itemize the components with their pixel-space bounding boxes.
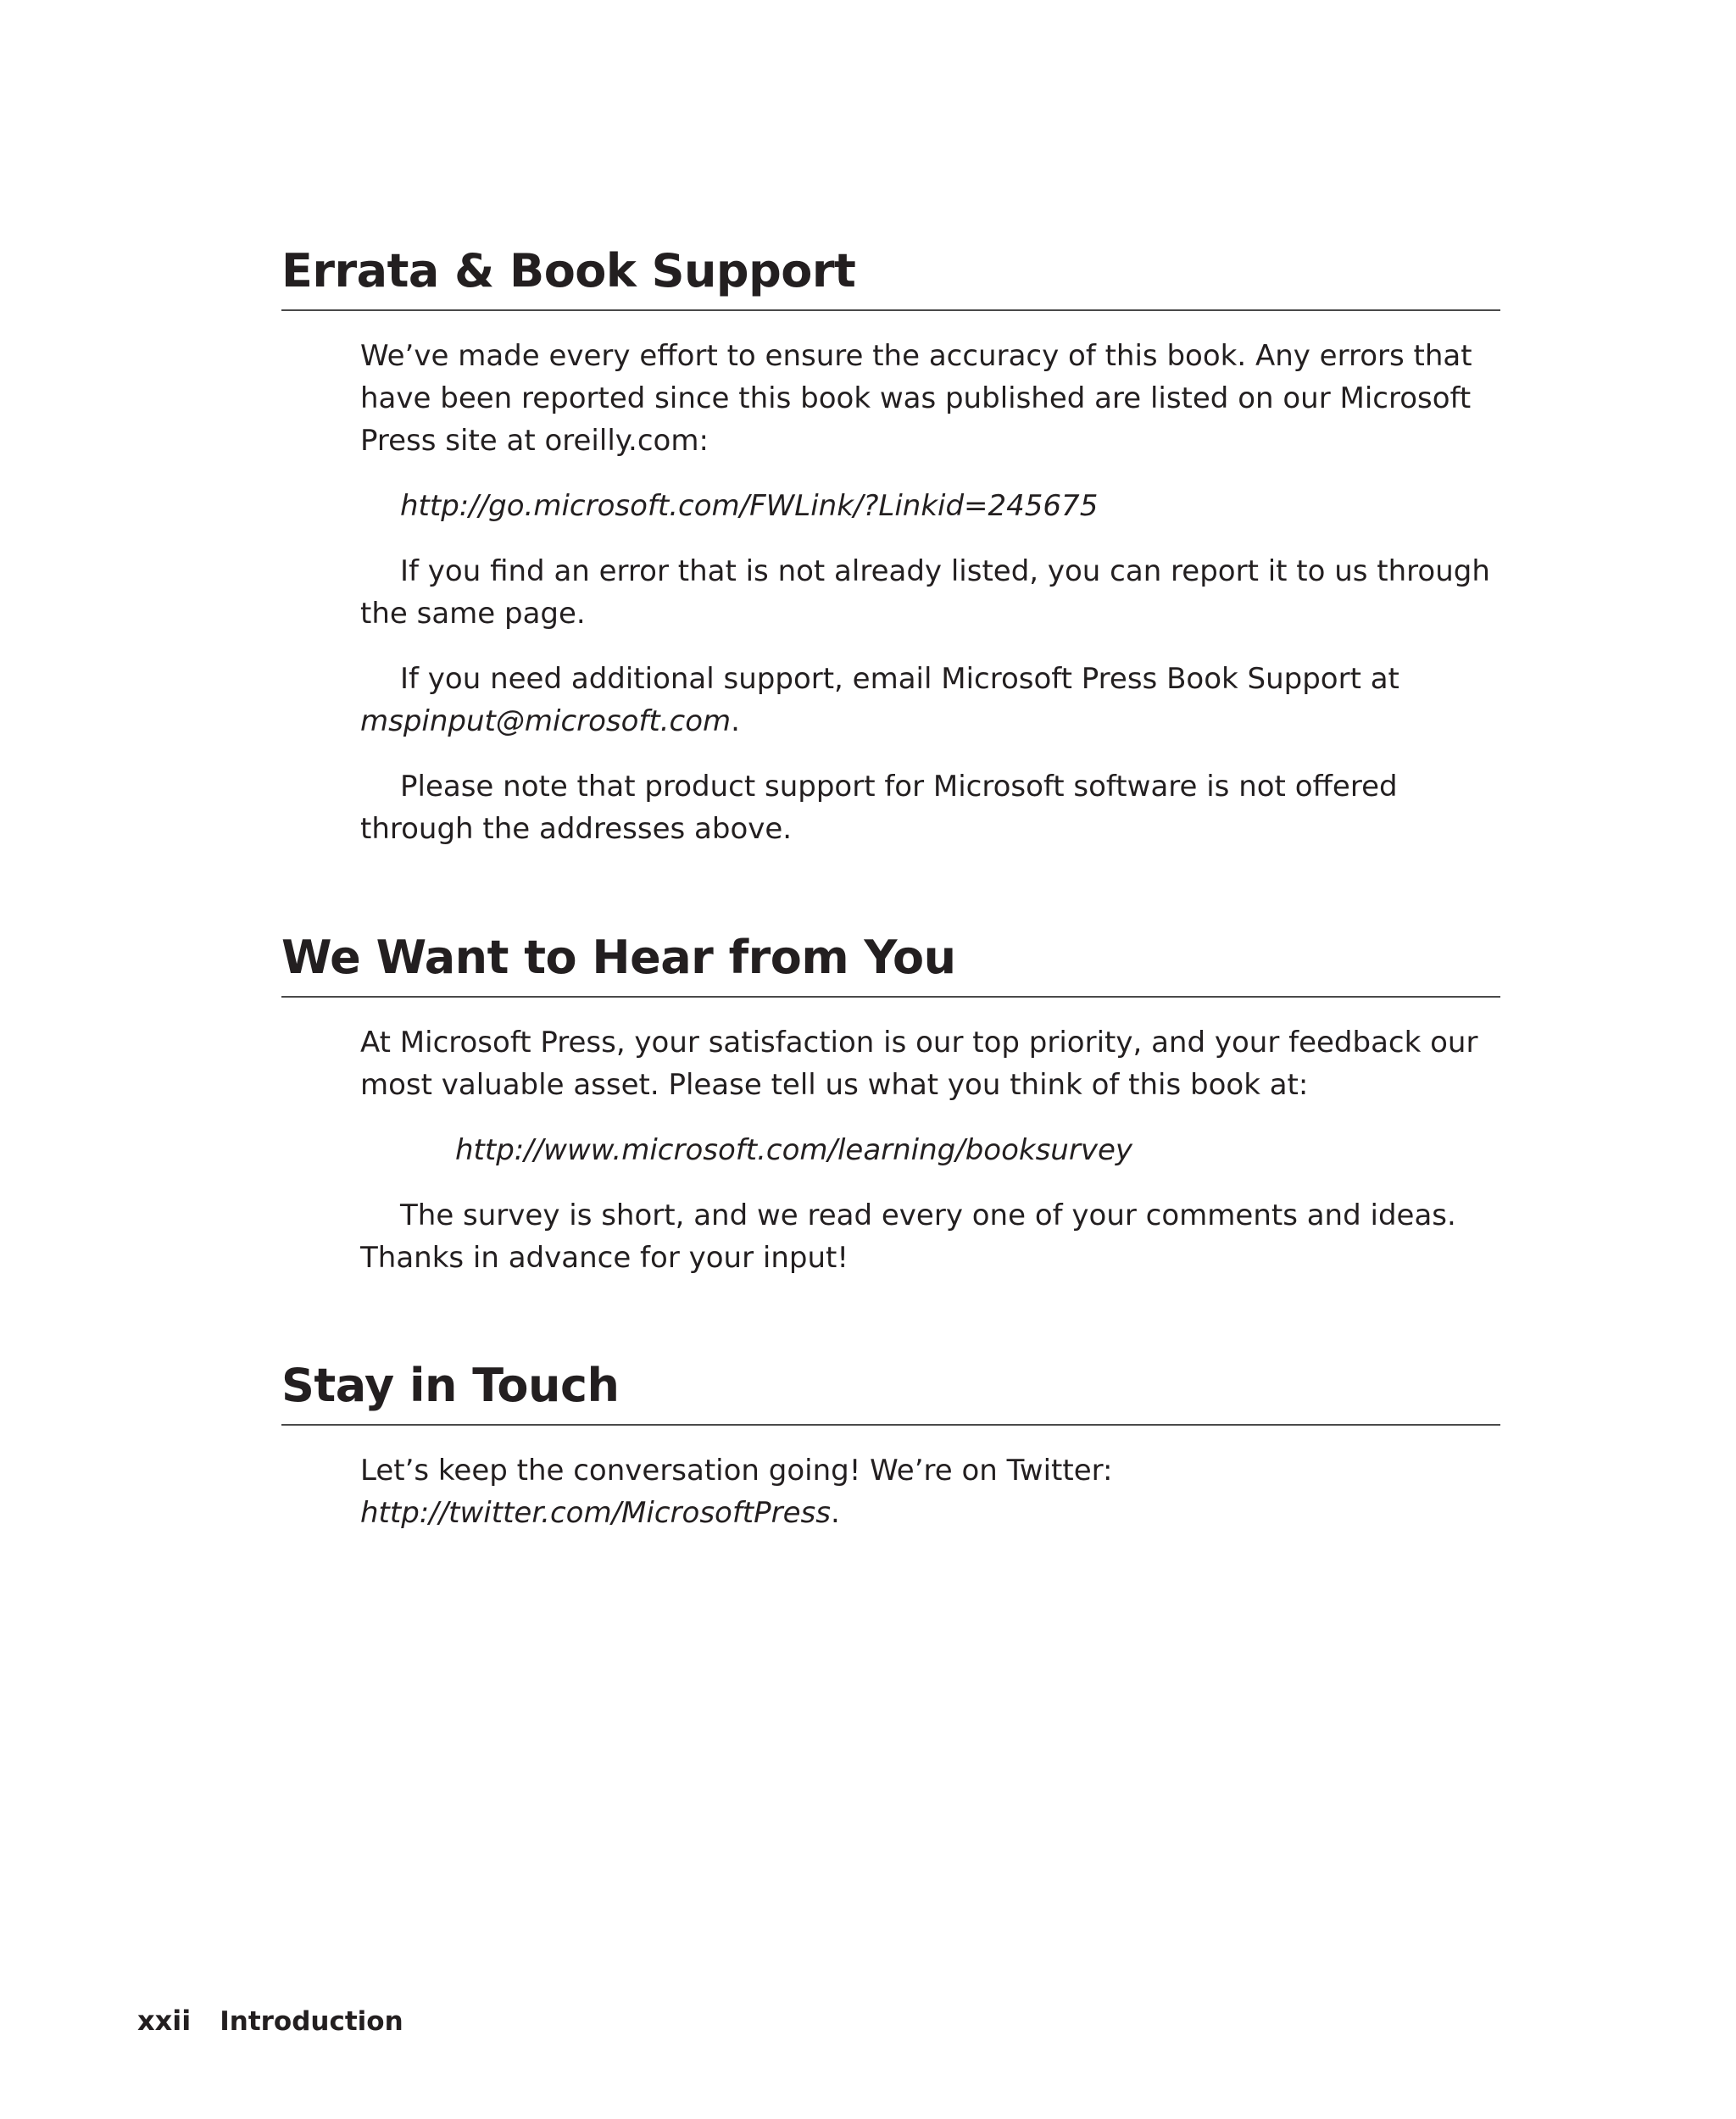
stay-in-touch-text: Let’s keep the conversation going! We’re on Twitter: (360, 1454, 1113, 1488)
stay-in-touch-heading: Stay in Touch (281, 1358, 1500, 1426)
feedback-paragraph-2: The survey is short, and we read every one of your comments and ideas. Thanks in advance for your input! (360, 1199, 1456, 1275)
support-email-link[interactable]: mspinput@microsoft.com (360, 704, 732, 738)
errata-paragraph-2: If you find an error that is not already listed, you can report it to us through the same page. (360, 554, 1490, 631)
feedback-heading: We Want to Hear from You (281, 930, 1500, 998)
errata-paragraph-3-text: If you need additional support, email Microsoft Press Book Support at (400, 662, 1399, 696)
booksurvey-url[interactable]: http://www.microsoft.com/learning/booksurvey (455, 1133, 1132, 1167)
errata-url[interactable]: http://go.microsoft.com/FWLink/?Linkid=245675 (400, 489, 1099, 523)
section-errata (281, 243, 1500, 850)
errata-paragraph-1: We’ve made every effort to ensure the accuracy of this book. Any errors that have been reported since this book was published are listed on our Microsoft Press site at oreilly.com: (360, 339, 1472, 458)
running-title: Introduction (220, 2006, 403, 2037)
feedback-body (360, 1021, 1500, 1279)
page-number: xxii (137, 2005, 192, 2037)
stay-in-touch-paragraph (360, 1449, 1500, 1534)
errata-paragraph-3-end: . (731, 704, 740, 738)
section-stay-in-touch (281, 1358, 1500, 1534)
stay-in-touch-body (360, 1449, 1500, 1534)
errata-heading: Errata & Book Support (281, 243, 1500, 311)
errata-body (360, 335, 1500, 850)
page-footer (137, 2002, 403, 2040)
errata-paragraph-3 (360, 658, 1500, 742)
section-feedback (281, 930, 1500, 1279)
errata-paragraph-4: Please note that product support for Microsoft software is not offered through the addresses above. (360, 770, 1398, 846)
feedback-paragraph-1: At Microsoft Press, your satisfaction is our top priority, and your feedback our most valuable asset. Please tell us what you think of this book at: (360, 1026, 1478, 1102)
twitter-link[interactable]: http://twitter.com/MicrosoftPress (360, 1496, 831, 1530)
stay-in-touch-end: . (830, 1496, 840, 1530)
